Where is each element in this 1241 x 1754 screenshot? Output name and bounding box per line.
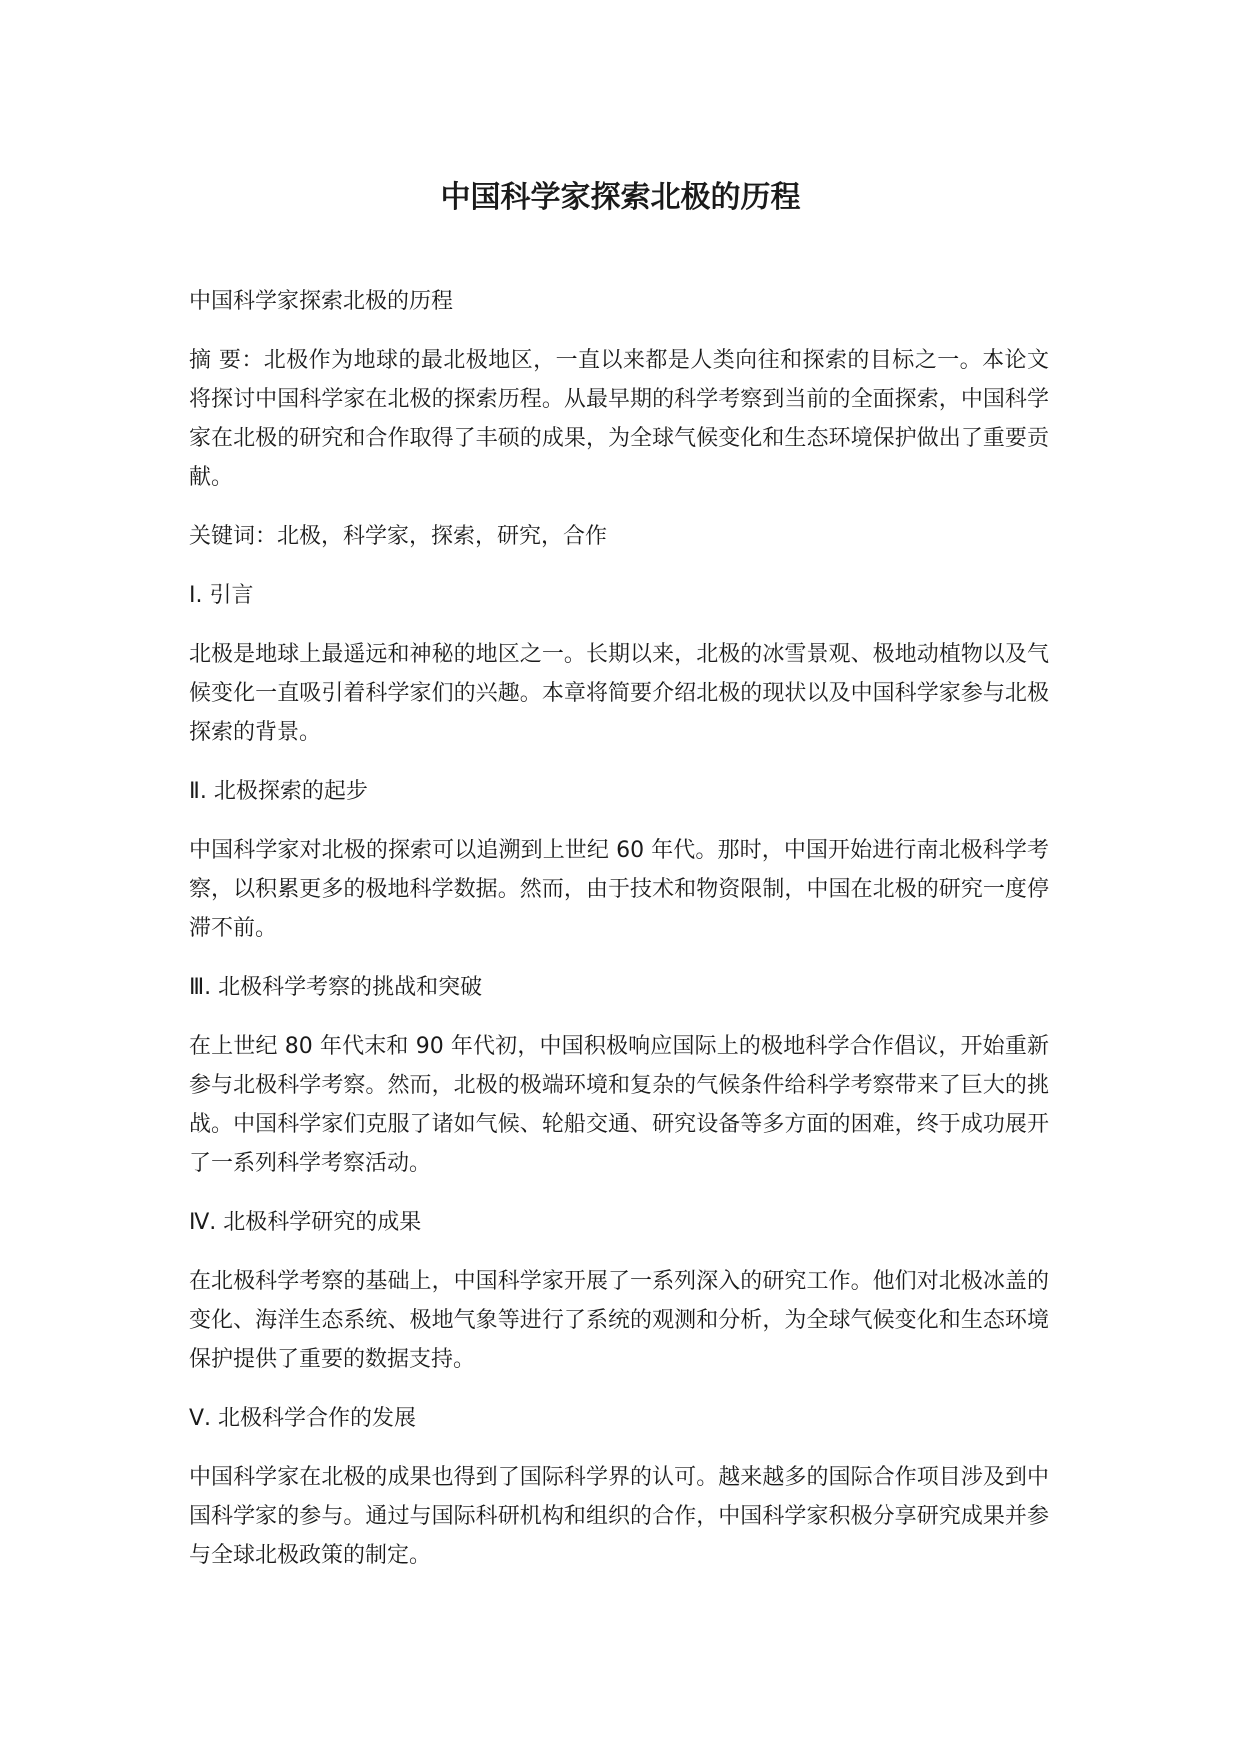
document-title: 中国科学家探索北极的历程 <box>440 180 801 215</box>
section-body-cooperation: 中国科学家在北极的成果也得到了国际科学界的认可。越来越多的国际合作项目涉及到中国科学家的参与。通过与国际科研机构和组织的合作，中国科学家积极分享研究成果并参与全球北极政策的制定。 <box>189 1465 1049 1568</box>
section-body-beginning: 中国科学家对北极的探索可以追溯到上世纪 60 年代。那时，中国开始进行南北极科学考察，以积累更多的极地科学数据。然而，由于技术和物资限制，中国在北极的研究一度停滞不前。 <box>189 838 1049 941</box>
section-body-results: 在北极科学考察的基础上，中国科学家开展了一系列深入的研究工作。他们对北极冰盖的变化、海洋生态系统、极地气象等进行了系统的观测和分析，为全球气候变化和生态环境保护提供了重要的数据支持。 <box>189 1269 1049 1372</box>
section-heading-results: Ⅳ. 北极科学研究的成果 <box>189 1210 422 1235</box>
document-body <box>189 282 1049 1595</box>
section-heading-introduction: Ⅰ. 引言 <box>189 583 254 608</box>
section-heading-challenges: Ⅲ. 北极科学考察的挑战和突破 <box>189 975 483 1000</box>
abstract: 摘 要：北极作为地球的最北极地区，一直以来都是人类向往和探索的目标之一。本论文将探讨中国科学家在北极的探索历程。从最早期的科学考察到当前的全面探索，中国科学家在北极的研究和合作取得了丰硕的成果，为全球气候变化和生态环境保护做出了重要贡献。 <box>189 348 1049 490</box>
document-subtitle: 中国科学家探索北极的历程 <box>189 289 454 314</box>
section-body-introduction: 北极是地球上最遥远和神秘的地区之一。长期以来，北极的冰雪景观、极地动植物以及气候变化一直吸引着科学家们的兴趣。本章将简要介绍北极的现状以及中国科学家参与北极探索的背景。 <box>189 642 1049 745</box>
section-heading-beginning: Ⅱ. 北极探索的起步 <box>189 779 368 804</box>
keywords: 关键词：北极，科学家，探索，研究，合作 <box>189 524 608 549</box>
section-body-challenges: 在上世纪 80 年代末和 90 年代初，中国积极响应国际上的极地科学合作倡议，开始重新参与北极科学考察。然而，北极的极端环境和复杂的气候条件给科学考察带来了巨大的挑战。中国科学家们克服了诸如气候、轮船交通、研究设备等多方面的困难，终于成功展开了一系列科学考察活动。 <box>189 1034 1049 1176</box>
section-heading-cooperation: Ⅴ. 北极科学合作的发展 <box>189 1406 417 1431</box>
